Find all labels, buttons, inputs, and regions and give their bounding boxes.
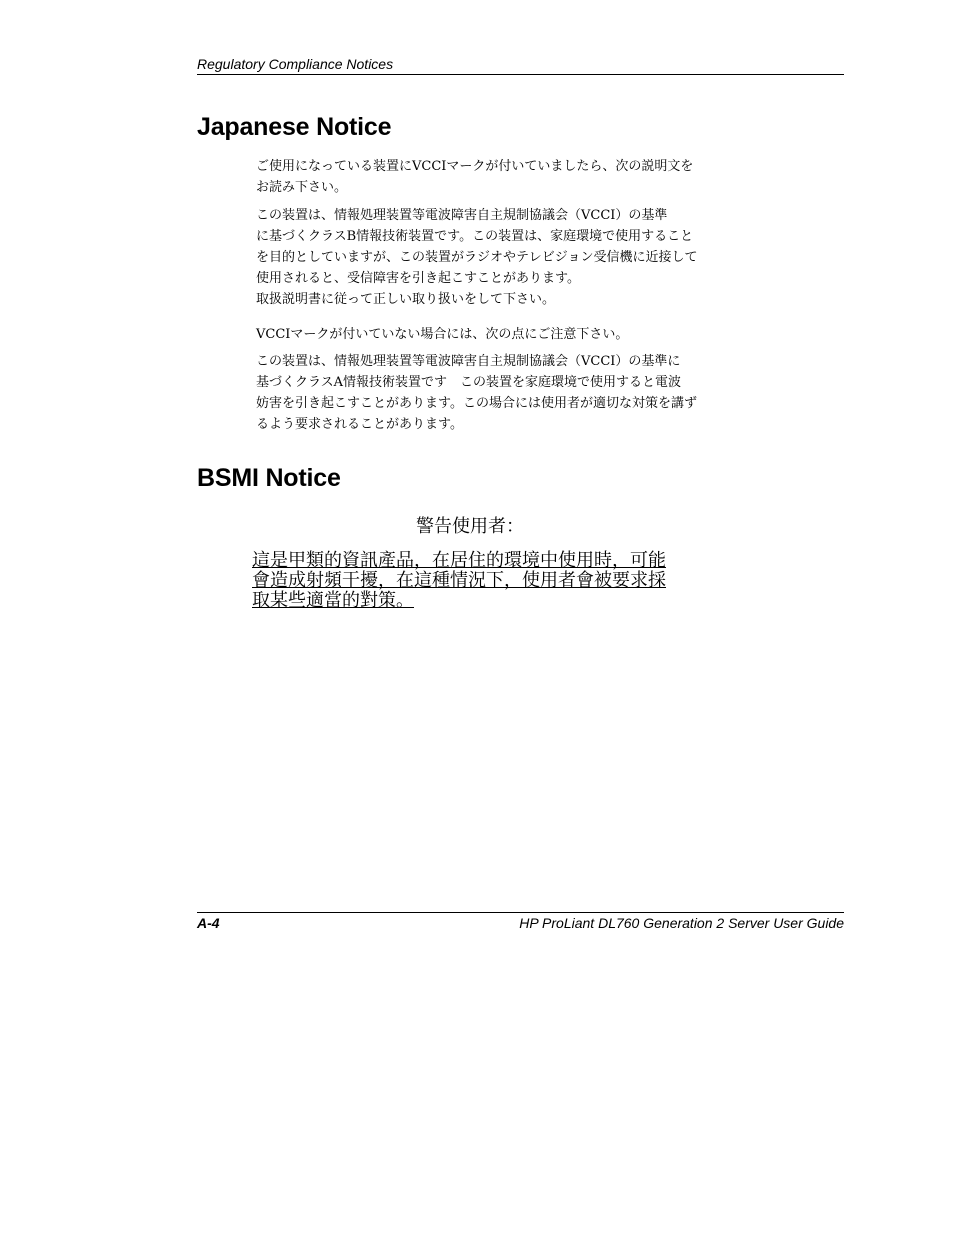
japanese-notice-paragraph: ご使用になっている装置にVCCIマークが付いていましたら、次の説明文を お読み下さい。	[256, 159, 694, 195]
bsmi-notice-heading: BSMI Notice	[197, 464, 341, 492]
japanese-notice-paragraph: VCCIマークが付いていない場合には、次の点にご注意下さい。	[256, 327, 629, 342]
japanese-notice-paragraph: この装置は、情報処理装置等電波障害自主規制協議会（VCCI）の基準 に基づくクラスB情報技術装置です。この装置は、家庭環境で使用すること を目的としていますが、この装置がラジオやテレビジョン受信機に近接して 使用されると、受信障害を引き起こすことがあります。 取扱説明書に従って正しい取り扱いをして下さい。	[256, 208, 698, 307]
header-divider	[197, 74, 844, 75]
japanese-notice-heading: Japanese Notice	[197, 113, 392, 141]
footer-divider	[197, 912, 844, 913]
bsmi-warning-text: 這是甲類的資訊產品，在居住的環境中使用時，可能 會造成射頻干擾，在這種情況下，使用者會被要求採 取某些適當的對策。	[252, 550, 666, 611]
page-number: A-4	[197, 915, 220, 931]
document-title: HP ProLiant DL760 Generation 2 Server User Guide	[519, 915, 844, 931]
japanese-notice-paragraph: この装置は、情報処理装置等電波障害自主規制協議会（VCCI）の基準に 基づくクラスA情報技術装置です この装置を家庭環境で使用すると電波 妨害を引き起こすことがあります。この場合には使用者が適切な対策を講ず るよう要求されることがあります。	[256, 354, 697, 432]
bsmi-warning-title: 警告使用者：	[416, 516, 524, 537]
running-header: Regulatory Compliance Notices	[197, 56, 394, 72]
